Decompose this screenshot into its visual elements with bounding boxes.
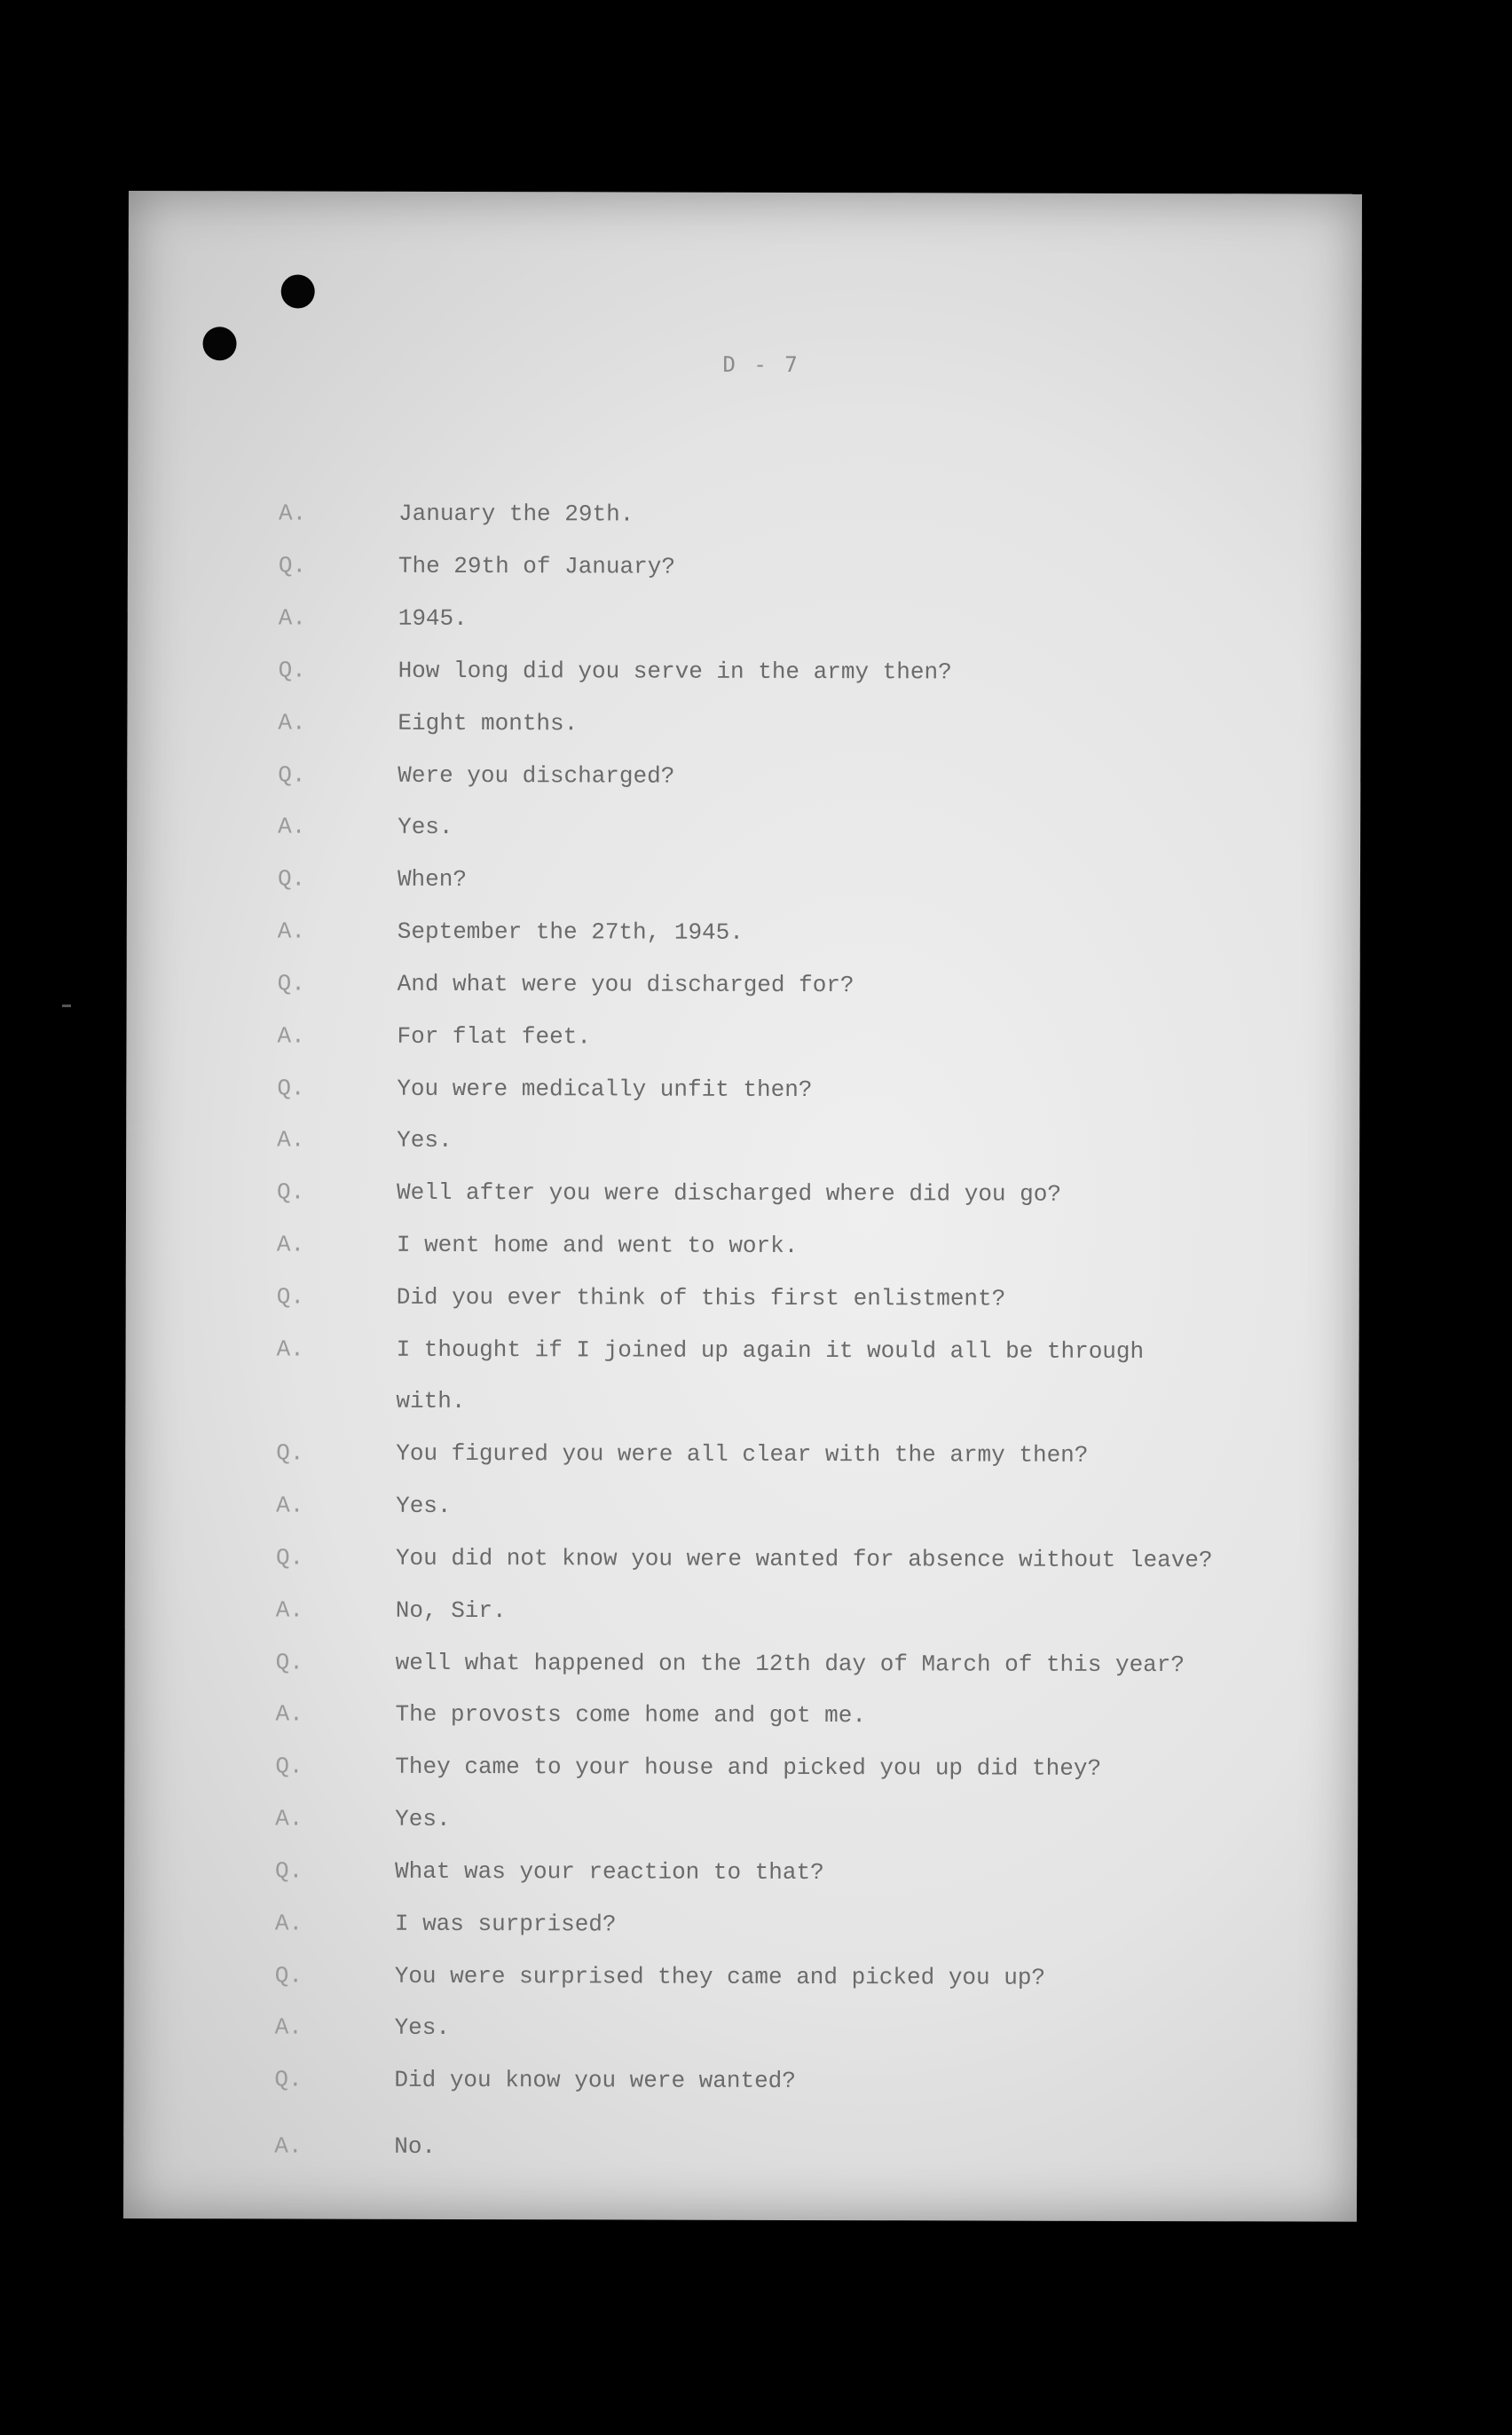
transcript-line [124, 1907, 1358, 1942]
transcript-text: Yes. [394, 2013, 451, 2041]
speaker-label: A. [275, 1700, 303, 1728]
transcript-text: You were medically unfit then? [397, 1075, 813, 1104]
speaker-label: Q. [275, 1857, 303, 1885]
speaker-label: Q. [274, 2066, 303, 2093]
transcript-text: When? [397, 865, 468, 893]
transcript-line [123, 2130, 1357, 2165]
transcript-line [124, 1802, 1358, 1838]
transcript-line [124, 1750, 1358, 1785]
speaker-label: Q. [276, 1283, 304, 1311]
transcript-line [128, 497, 1361, 532]
speaker-label: A. [278, 813, 306, 840]
speaker-label: A. [275, 1596, 304, 1624]
transcript-line [123, 2063, 1357, 2099]
transcript-text: I was surprised? [394, 1910, 617, 1938]
speaker-label: A. [274, 2013, 303, 2041]
transcript-line [125, 1646, 1358, 1682]
speaker-label: Q. [276, 1439, 304, 1467]
scan-artifact [62, 1005, 71, 1007]
transcript-line [127, 967, 1360, 1003]
transcript-text: 1945. [398, 604, 468, 633]
transcript-line [124, 1959, 1358, 1995]
speaker-label: Q. [274, 1962, 303, 1990]
transcript-text: January the 29th. [398, 500, 634, 528]
speaker-label: Q. [278, 761, 306, 789]
transcript-text: They came to your house and picked you up did they? [395, 1753, 1102, 1782]
transcript-line [125, 1594, 1358, 1629]
transcript-line [126, 1281, 1359, 1316]
transcript-line [128, 602, 1361, 637]
speaker-label: Q. [275, 1544, 304, 1572]
transcript-text: with. [396, 1387, 466, 1415]
transcript-line [126, 1072, 1359, 1107]
speaker-label: A. [274, 2132, 303, 2160]
transcript-text: How long did you serve in the army then? [398, 657, 952, 686]
transcript-text: well what happened on the 12th day of March of this year? [395, 1649, 1185, 1679]
transcript-text: Yes. [397, 1126, 453, 1154]
transcript-text: Well after you were discharged where did you go? [397, 1178, 1062, 1208]
transcript-line [124, 1698, 1358, 1733]
transcript-text: Eight months. [398, 709, 579, 737]
transcript-text: I thought if I joined up again it would all be through [396, 1336, 1145, 1365]
speaker-label: A. [276, 1336, 304, 1363]
transcript-line [125, 1384, 1358, 1420]
transcript-text: Yes. [395, 1805, 451, 1832]
speaker-label: A. [277, 1126, 305, 1154]
transcript-text: Yes. [396, 1492, 452, 1519]
transcript-line [125, 1489, 1358, 1525]
transcript-line [127, 759, 1360, 794]
transcript-line [127, 810, 1360, 846]
speaker-label: A. [277, 918, 306, 945]
speaker-label: A. [278, 604, 306, 632]
transcript-line [126, 1228, 1359, 1264]
speaker-label: A. [278, 709, 306, 737]
transcript-text: And what were you discharged for? [397, 970, 854, 999]
transcript-text: The 29th of January? [398, 552, 675, 580]
transcript-text: You did not know you were wanted for absence without leave? [395, 1544, 1213, 1574]
transcript-line [127, 915, 1360, 950]
speaker-label: Q. [278, 552, 307, 579]
transcript-line [126, 1176, 1359, 1211]
transcript-text: Were you discharged? [398, 761, 675, 790]
document-page [123, 191, 1362, 2222]
transcript-text: For flat feet. [397, 1022, 591, 1051]
transcript-line [126, 1123, 1359, 1159]
transcript-text: Did you know you were wanted? [394, 2066, 796, 2094]
speaker-label: A. [275, 1805, 303, 1832]
transcript-text: You were surprised they came and picked you up? [394, 1962, 1046, 1991]
transcript-text: Yes. [398, 813, 453, 840]
transcript-lines [123, 191, 1362, 2222]
transcript-line [128, 654, 1361, 690]
transcript-line [124, 2011, 1358, 2046]
speaker-label: Q. [277, 865, 306, 893]
transcript-text: The provosts come home and got me. [395, 1700, 867, 1730]
speaker-label: A. [276, 1492, 304, 1519]
speaker-label: Q. [275, 1649, 303, 1676]
transcript-text: I went home and went to work. [396, 1231, 799, 1259]
transcript-text: No, Sir. [395, 1596, 507, 1625]
speaker-label: A. [277, 1022, 305, 1050]
transcript-line [125, 1541, 1358, 1577]
transcript-line [127, 863, 1360, 898]
speaker-label: Q. [277, 1075, 305, 1102]
transcript-text: Did you ever think of this first enlistment? [396, 1283, 1006, 1312]
transcript-text: September the 27th, 1945. [397, 918, 744, 946]
speaker-label: Q. [275, 1753, 303, 1780]
transcript-line [127, 706, 1360, 742]
transcript-text: You figured you were all clear with the army then? [396, 1439, 1089, 1469]
transcript-line [124, 1855, 1358, 1890]
page-number: D - 7 [722, 351, 800, 377]
transcript-line [126, 1333, 1359, 1368]
speaker-label: A. [274, 1910, 303, 1937]
speaker-label: Q. [278, 657, 306, 684]
speaker-label: A. [276, 1231, 305, 1258]
transcript-line [125, 1437, 1358, 1472]
transcript-text: What was your reaction to that? [395, 1857, 824, 1887]
speaker-label: Q. [277, 970, 305, 997]
speaker-label: Q. [277, 1178, 305, 1206]
transcript-text: No. [394, 2132, 437, 2160]
transcript-line [128, 549, 1361, 585]
transcript-line [126, 1020, 1359, 1055]
speaker-label: A. [279, 500, 307, 527]
